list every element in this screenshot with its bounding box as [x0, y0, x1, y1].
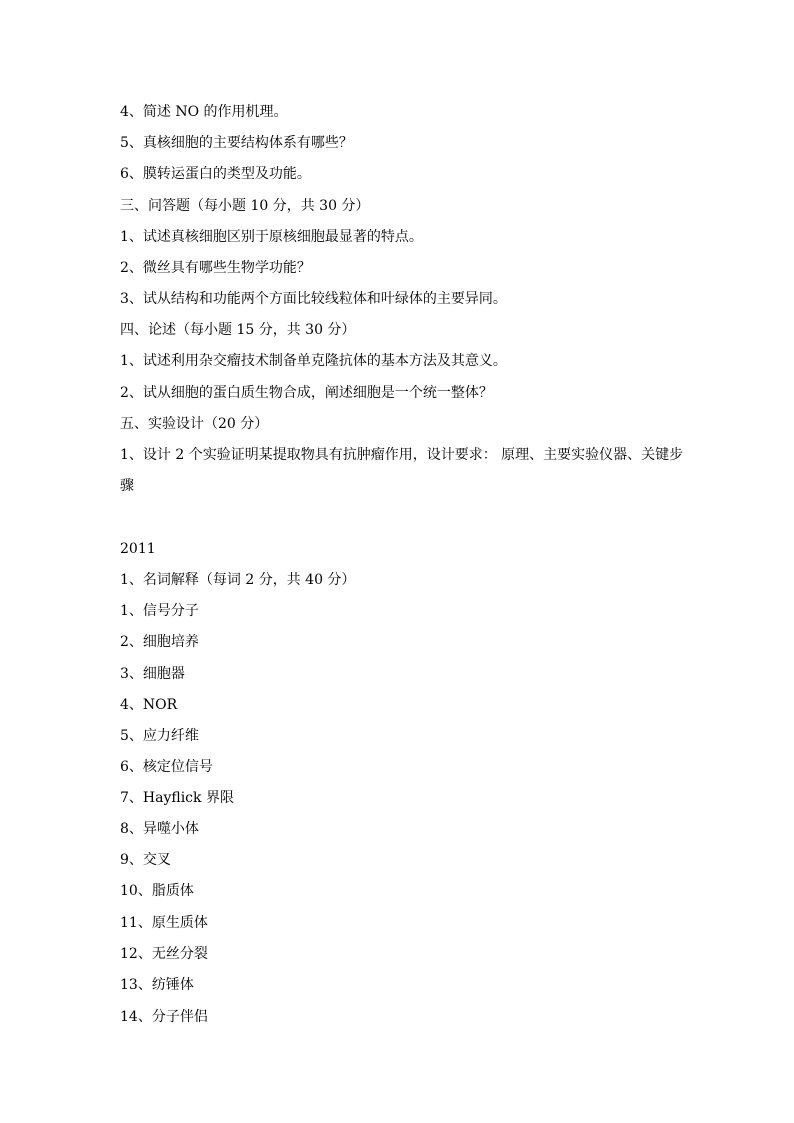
term-item: 12、无丝分裂: [120, 946, 208, 962]
section-heading: 1、名词解释（每词 2 分，共 40 分）: [120, 572, 356, 588]
section-heading: 三、问答题（每小题 10 分，共 30 分）: [120, 198, 370, 214]
term-item: 1、信号分子: [120, 603, 199, 619]
term-item: 3、细胞器: [120, 666, 185, 682]
term-item: 8、异噬小体: [120, 821, 199, 837]
question-line: 1、试述真核细胞区别于原核细胞最显著的特点。: [120, 229, 423, 245]
term-item: 4、NOR: [120, 697, 178, 713]
term-item: 7、Hayflick 界限: [120, 790, 234, 806]
question-line: 5、真核细胞的主要结构体系有哪些？: [120, 135, 353, 151]
section-heading: 四、论述（每小题 15 分，共 30 分）: [120, 322, 356, 338]
question-line: 2、微丝具有哪些生物学功能？: [120, 260, 311, 276]
section-heading: 五、实验设计（20 分）: [120, 416, 269, 432]
term-item: 11、原生质体: [120, 915, 208, 931]
term-item: 10、脂质体: [120, 883, 194, 899]
question-line: 3、试从结构和功能两个方面比较线粒体和叶绿体的主要异同。: [120, 291, 507, 307]
term-item: 2、细胞培养: [120, 634, 199, 650]
question-line: 1、设计 2 个实验证明某提取物具有抗肿瘤作用，设计要求： 原理、主要实验仪器、关键步骤: [120, 447, 684, 494]
question-line: 4、简述 NO 的作用机理。: [120, 104, 288, 120]
term-item: 13、纺锤体: [120, 977, 194, 993]
question-line: 6、膜转运蛋白的类型及功能。: [120, 166, 311, 182]
term-item: 14、分子伴侣: [120, 1009, 208, 1025]
term-item: 9、交叉: [120, 852, 171, 868]
year-heading: 2011: [120, 541, 156, 557]
question-line: 1、试述利用杂交瘤技术制备单克隆抗体的基本方法及其意义。: [120, 353, 507, 369]
term-item: 6、核定位信号: [120, 759, 213, 775]
question-line: 2、试从细胞的蛋白质生物合成，阐述细胞是一个统一整体？: [120, 385, 493, 401]
term-item: 5、应力纤维: [120, 728, 199, 744]
